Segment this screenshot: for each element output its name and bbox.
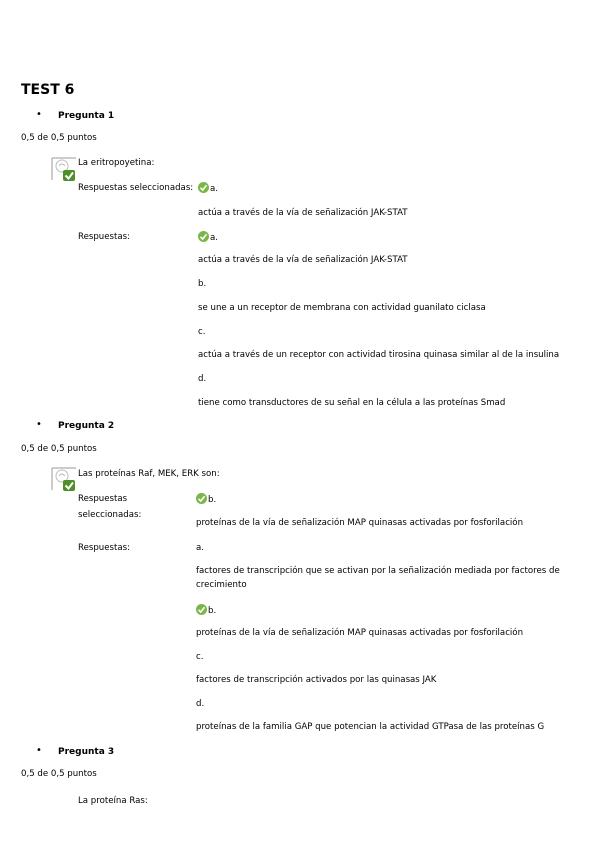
answer-text: proteínas de la familia GAP que potencian la actividad GTPasa de las proteínas G xyxy=(196,722,545,732)
question-2-answers-label: Respuestas: xyxy=(78,543,131,553)
answer-text: actúa a través de la vía de señalización JAK-STAT xyxy=(198,255,408,265)
question-1-answer-a xyxy=(198,231,218,243)
answer-letter: c. xyxy=(198,327,206,337)
correct-check-icon xyxy=(198,231,209,242)
bullet-icon: • xyxy=(36,109,42,120)
question-3-label: Pregunta 3 xyxy=(58,747,115,757)
answer-text: factores de transcripción activados por las quinasas JAK xyxy=(196,675,437,685)
question-3-prompt: La proteína Ras: xyxy=(78,796,148,806)
correct-check-icon xyxy=(196,493,207,504)
answer-text: proteínas de la vía de señalización MAP quinasas activadas por fosforilación xyxy=(196,628,524,638)
bullet-icon: • xyxy=(36,419,42,430)
question-correct-icon xyxy=(49,156,77,182)
answer-text: actúa a través de un receptor con actividad tirosina quinasa similar al de la insulina xyxy=(198,350,560,360)
answer-letter: d. xyxy=(198,374,207,384)
answer-text-line2: crecimiento xyxy=(196,580,247,590)
correct-check-icon xyxy=(196,604,207,615)
question-1-selected-label: Respuestas seleccionadas: xyxy=(78,183,194,193)
question-2-selected-text: proteínas de la vía de señalización MAP quinasas activadas por fosforilación xyxy=(196,518,524,528)
question-1-answers-label: Respuestas: xyxy=(78,232,131,242)
question-correct-icon xyxy=(49,466,77,492)
page-title: TEST 6 xyxy=(21,82,75,98)
question-2-answer-b xyxy=(196,604,216,616)
answer-text: se une a un receptor de membrana con actividad guanilato ciclasa xyxy=(198,303,486,313)
question-2-selected-answer xyxy=(196,493,216,505)
question-2-selected-label-line1: Respuestas xyxy=(78,494,128,504)
answer-text-line1: factores de transcripción que se activan por la señalización mediada por factores de xyxy=(196,566,560,576)
bullet-icon: • xyxy=(36,745,42,756)
question-2-points: 0,5 de 0,5 puntos xyxy=(21,444,97,454)
question-2-selected-label-line2: seleccionadas: xyxy=(78,510,142,520)
question-1-selected-answer xyxy=(198,182,218,194)
question-1-selected-letter: a. xyxy=(210,184,218,194)
answer-letter: b. xyxy=(208,606,217,616)
question-2-label: Pregunta 2 xyxy=(58,421,115,431)
question-1-selected-text: actúa a través de la vía de señalización JAK-STAT xyxy=(198,208,408,218)
answer-letter: c. xyxy=(196,652,204,662)
answer-letter: a. xyxy=(196,543,204,553)
question-2-selected-letter: b. xyxy=(208,495,217,505)
answer-letter: b. xyxy=(198,279,207,289)
question-1-prompt: La eritropoyetina: xyxy=(78,158,155,168)
question-2-prompt: Las proteínas Raf, MEK, ERK son: xyxy=(78,469,220,479)
answer-text: tiene como transductores de su señal en la célula a las proteínas Smad xyxy=(198,398,506,408)
question-1-points: 0,5 de 0,5 puntos xyxy=(21,133,97,143)
question-1-label: Pregunta 1 xyxy=(58,111,115,121)
answer-letter: d. xyxy=(196,699,205,709)
answer-letter: a. xyxy=(210,233,218,243)
question-3-points: 0,5 de 0,5 puntos xyxy=(21,769,97,779)
correct-check-icon xyxy=(198,182,209,193)
